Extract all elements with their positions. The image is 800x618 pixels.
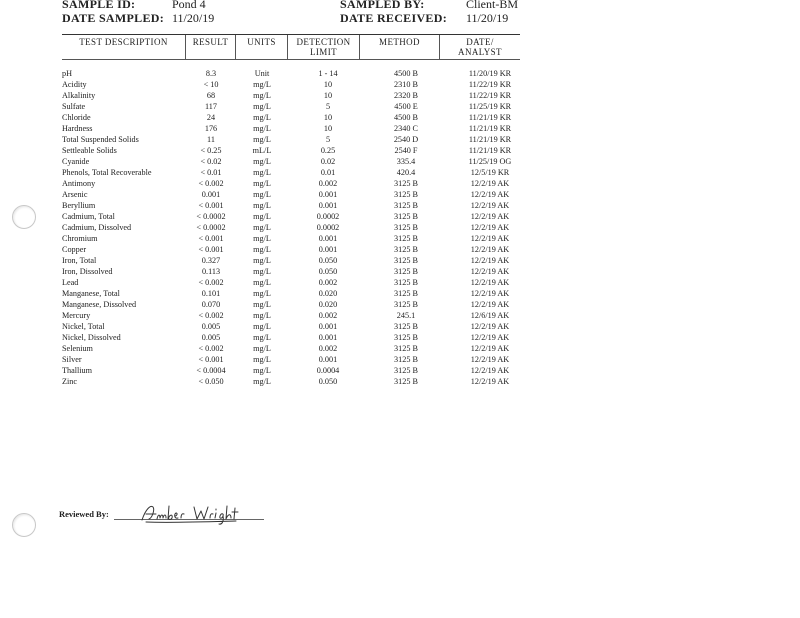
units-cell: mg/L [253,377,271,386]
date-analyst-cell: 12/2/19 AK [470,212,510,221]
test-description-cell: Cadmium, Total [62,212,115,221]
units-cell: mg/L [253,157,271,166]
test-description-cell: Zinc [62,377,78,386]
date-sampled-line [62,11,215,25]
units-cell: mg/L [253,366,271,375]
table-row [0,68,800,79]
units-cell: mg/L [253,135,271,144]
table-row [0,167,800,178]
result-cell: 0.113 [201,267,221,276]
method-cell: 3125 B [394,377,418,386]
detection-limit-cell: 0.020 [318,300,338,309]
date-analyst-cell: 12/2/19 AK [470,256,510,265]
units-cell: mg/L [253,80,271,89]
units-cell: mg/L [253,124,271,133]
table-row [0,365,800,376]
date-analyst-cell: 12/2/19 AK [470,190,510,199]
result-cell: < 0.0002 [196,212,226,221]
result-cell: < 0.002 [198,179,224,188]
test-description-cell: Chromium [62,234,98,243]
date-analyst-cell: 12/2/19 AK [470,179,510,188]
detection-limit-cell: 5 [325,102,331,111]
units-cell: mg/L [253,355,271,364]
result-cell: 117 [205,102,217,111]
date-analyst-cell: 11/21/19 KR [468,124,512,133]
method-cell: 3125 B [394,344,418,353]
method-cell: 3125 B [394,179,418,188]
date-analyst-cell: 11/21/19 KR [468,113,512,122]
result-cell: < 0.050 [198,377,224,386]
result-cell: < 0.0002 [196,223,226,232]
result-cell: 176 [204,124,218,133]
detection-limit-cell: 1 - 14 [318,69,338,78]
date-analyst-cell: 12/2/19 AK [470,355,510,364]
table-header [62,34,520,60]
col-method-label: METHOD [379,37,420,47]
result-cell: < 0.001 [198,355,224,364]
col-test-description-label: TEST DESCRIPTION [79,37,168,47]
method-cell: 2340 C [394,124,418,133]
result-cell: < 0.0004 [196,366,226,375]
method-cell: 2540 F [394,146,418,155]
test-description-cell: Copper [62,245,87,254]
table-row [0,101,800,112]
test-description-cell: Beryllium [62,201,96,210]
table-row [0,343,800,354]
result-cell: < 0.001 [198,234,224,243]
detection-limit-cell: 0.0004 [316,366,340,375]
test-description-cell: Phenols, Total Recoverable [62,168,152,177]
result-cell: 0.005 [201,322,221,331]
detection-limit-cell: 0.02 [320,157,336,166]
detection-limit-cell: 0.020 [318,289,338,298]
date-received-value: 11/20/19 [466,11,509,25]
result-cell: 68 [206,91,216,100]
units-cell: mg/L [253,311,271,320]
signature-image [140,503,262,525]
result-cell: 0.005 [201,333,221,342]
test-description-cell: Nickel, Dissolved [62,333,121,342]
result-cell: < 0.25 [200,146,222,155]
detection-limit-cell: 0.001 [318,322,338,331]
col-result [186,35,236,60]
col-date-analyst-label-1: DATE/ [466,37,494,47]
test-description-cell: Thallium [62,366,93,375]
method-cell: 3125 B [394,234,418,243]
col-detection-limit-label-1: DETECTION [296,37,351,47]
units-cell: mg/L [253,91,271,100]
result-cell: < 0.001 [198,201,224,210]
table-row [0,211,800,222]
test-description-cell: Sulfate [62,102,86,111]
test-description-cell: Settleable Solids [62,146,117,155]
test-description-cell: Mercury [62,311,91,320]
table-row [0,354,800,365]
col-units-label: UNITS [247,37,276,47]
method-cell: 3125 B [394,223,418,232]
test-description-cell: pH [62,69,73,78]
test-description-cell: Iron, Dissolved [62,267,113,276]
table-row [0,299,800,310]
table-row [0,90,800,101]
sample-id-label: SAMPLE ID: [62,0,136,11]
date-analyst-cell: 12/2/19 AK [470,300,510,309]
date-received-label: DATE RECEIVED: [340,11,447,25]
table-row [0,244,800,255]
sampled-by-label: SAMPLED BY: [340,0,425,11]
units-cell: mg/L [253,256,271,265]
date-analyst-cell: 11/22/19 KR [468,80,512,89]
method-cell: 4500 B [394,69,418,78]
date-analyst-cell: 12/2/19 AK [470,344,510,353]
col-test-description [62,35,186,60]
date-analyst-cell: 12/5/19 KR [470,168,510,177]
units-cell: mL/L [252,146,272,155]
units-cell: mg/L [253,267,271,276]
test-description-cell: Alkalinity [62,91,96,100]
test-description-cell: Arsenic [62,190,88,199]
test-description-cell: Nickel, Total [62,322,105,331]
detection-limit-cell: 10 [323,113,333,122]
test-description-cell: Chloride [62,113,91,122]
method-cell: 4500 E [394,102,418,111]
units-cell: mg/L [253,289,271,298]
units-cell: Unit [254,69,270,78]
date-analyst-cell: 11/25/19 KR [468,102,512,111]
table-row [0,134,800,145]
result-cell: < 0.01 [200,168,222,177]
date-sampled-value: 11/20/19 [172,11,215,25]
method-cell: 3125 B [394,267,418,276]
result-cell: < 0.002 [198,311,224,320]
sample-id-value: Pond 4 [172,0,206,11]
result-cell: 0.070 [201,300,221,309]
date-analyst-cell: 11/25/19 OG [468,157,512,166]
test-description-cell: Total Suspended Solids [62,135,139,144]
units-cell: mg/L [253,300,271,309]
table-row [0,145,800,156]
units-cell: mg/L [253,322,271,331]
units-cell: mg/L [253,212,271,221]
col-detection-limit [288,35,360,60]
method-cell: 2310 B [394,80,418,89]
method-cell: 3125 B [394,245,418,254]
method-cell: 3125 B [394,212,418,221]
binder-hole-lower [12,513,36,537]
table-row [0,255,800,266]
col-date-analyst-label-2: ANALYST [458,47,502,57]
detection-limit-cell: 0.25 [320,146,336,155]
detection-limit-cell: 10 [323,124,333,133]
method-cell: 4500 B [394,113,418,122]
detection-limit-cell: 0.01 [320,168,336,177]
method-cell: 3125 B [394,366,418,375]
test-description-cell: Selenium [62,344,93,353]
table-row [0,376,800,387]
units-cell: mg/L [253,278,271,287]
table-row [0,222,800,233]
date-analyst-cell: 12/2/19 AK [470,377,510,386]
date-analyst-cell: 11/21/19 KR [468,135,512,144]
result-cell: < 0.002 [198,278,224,287]
method-cell: 3125 B [394,355,418,364]
date-analyst-cell: 12/2/19 AK [470,278,510,287]
detection-limit-cell: 0.001 [318,190,338,199]
result-cell: 24 [206,113,216,122]
table-row [0,79,800,90]
units-cell: mg/L [253,102,271,111]
date-analyst-cell: 12/2/19 AK [470,234,510,243]
sample-id-line [62,0,206,11]
date-analyst-cell: 11/20/19 KR [468,69,512,78]
units-cell: mg/L [253,113,271,122]
sampled-by-value: Client-BM [466,0,519,11]
col-units [236,35,288,60]
method-cell: 420.4 [396,168,416,177]
date-analyst-cell: 12/2/19 AK [470,289,510,298]
detection-limit-cell: 10 [323,80,333,89]
table-row [0,233,800,244]
sampled-by-line [340,0,519,11]
detection-limit-cell: 0.001 [318,355,338,364]
table-row [0,310,800,321]
date-analyst-cell: 11/21/19 KR [468,146,512,155]
table-row [0,178,800,189]
col-detection-limit-label-2: LIMIT [310,47,337,57]
result-cell: 0.101 [201,289,221,298]
detection-limit-cell: 0.002 [318,311,338,320]
units-cell: mg/L [253,344,271,353]
reviewer-signature [140,503,262,530]
detection-limit-cell: 0.001 [318,201,338,210]
date-analyst-cell: 12/2/19 AK [470,245,510,254]
table-row [0,332,800,343]
test-description-cell: Hardness [62,124,93,133]
test-description-cell: Antimony [62,179,96,188]
table-row [0,112,800,123]
binder-hole-upper [12,205,36,229]
col-result-label: RESULT [192,37,229,47]
detection-limit-cell: 0.0002 [316,212,340,221]
result-cell: 0.327 [201,256,221,265]
table-row [0,321,800,332]
result-cell: < 0.002 [198,344,224,353]
date-analyst-cell: 12/2/19 AK [470,201,510,210]
detection-limit-cell: 0.001 [318,333,338,342]
test-description-cell: Manganese, Total [62,289,120,298]
table-row [0,266,800,277]
header-bottom-rule [62,59,520,60]
date-analyst-cell: 12/2/19 AK [470,322,510,331]
detection-limit-cell: 0.050 [318,267,338,276]
units-cell: mg/L [253,168,271,177]
detection-limit-cell: 0.050 [318,256,338,265]
table-row [0,189,800,200]
detection-limit-cell: 5 [325,135,331,144]
reviewed-by-label: Reviewed By: [59,509,109,519]
test-description-cell: Acidity [62,80,87,89]
detection-limit-cell: 0.001 [318,234,338,243]
detection-limit-cell: 0.002 [318,278,338,287]
method-cell: 3125 B [394,278,418,287]
units-cell: mg/L [253,333,271,342]
test-description-cell: Lead [62,278,79,287]
test-description-cell: Cadmium, Dissolved [62,223,132,232]
detection-limit-cell: 0.050 [318,377,338,386]
date-received-line [340,11,509,25]
method-cell: 2540 D [393,135,419,144]
result-cell: < 0.001 [198,245,224,254]
result-cell: < 10 [203,80,219,89]
date-analyst-cell: 12/2/19 AK [470,223,510,232]
date-analyst-cell: 12/2/19 AK [470,366,510,375]
method-cell: 3125 B [394,190,418,199]
result-cell: 11 [207,135,215,144]
date-sampled-label: DATE SAMPLED: [62,11,165,25]
method-cell: 3125 B [394,333,418,342]
method-cell: 335.4 [396,157,416,166]
detection-limit-cell: 0.001 [318,245,338,254]
units-cell: mg/L [253,223,271,232]
method-cell: 2320 B [394,91,418,100]
method-cell: 245.1 [396,311,416,320]
test-description-cell: Cyanide [62,157,90,166]
detection-limit-cell: 0.002 [318,179,338,188]
result-cell: 0.001 [201,190,221,199]
test-description-cell: Silver [62,355,82,364]
date-analyst-cell: 12/2/19 AK [470,333,510,342]
detection-limit-cell: 10 [323,91,333,100]
table-row [0,123,800,134]
test-description-cell: Iron, Total [62,256,97,265]
units-cell: mg/L [253,245,271,254]
col-method [360,35,440,60]
detection-limit-cell: 0.0002 [316,223,340,232]
table-row [0,200,800,211]
units-cell: mg/L [253,234,271,243]
date-analyst-cell: 12/6/19 AK [470,311,510,320]
col-date-analyst [440,35,520,60]
method-cell: 3125 B [394,300,418,309]
result-cell: 8.3 [205,69,217,78]
test-description-cell: Manganese, Dissolved [62,300,137,309]
table-row [0,277,800,288]
method-cell: 3125 B [394,322,418,331]
table-row [0,288,800,299]
table-row [0,156,800,167]
date-analyst-cell: 11/22/19 KR [468,91,512,100]
method-cell: 3125 B [394,201,418,210]
units-cell: mg/L [253,179,271,188]
units-cell: mg/L [253,190,271,199]
detection-limit-cell: 0.002 [318,344,338,353]
result-cell: < 0.02 [200,157,222,166]
method-cell: 3125 B [394,256,418,265]
date-analyst-cell: 12/2/19 AK [470,267,510,276]
units-cell: mg/L [253,201,271,210]
method-cell: 3125 B [394,289,418,298]
